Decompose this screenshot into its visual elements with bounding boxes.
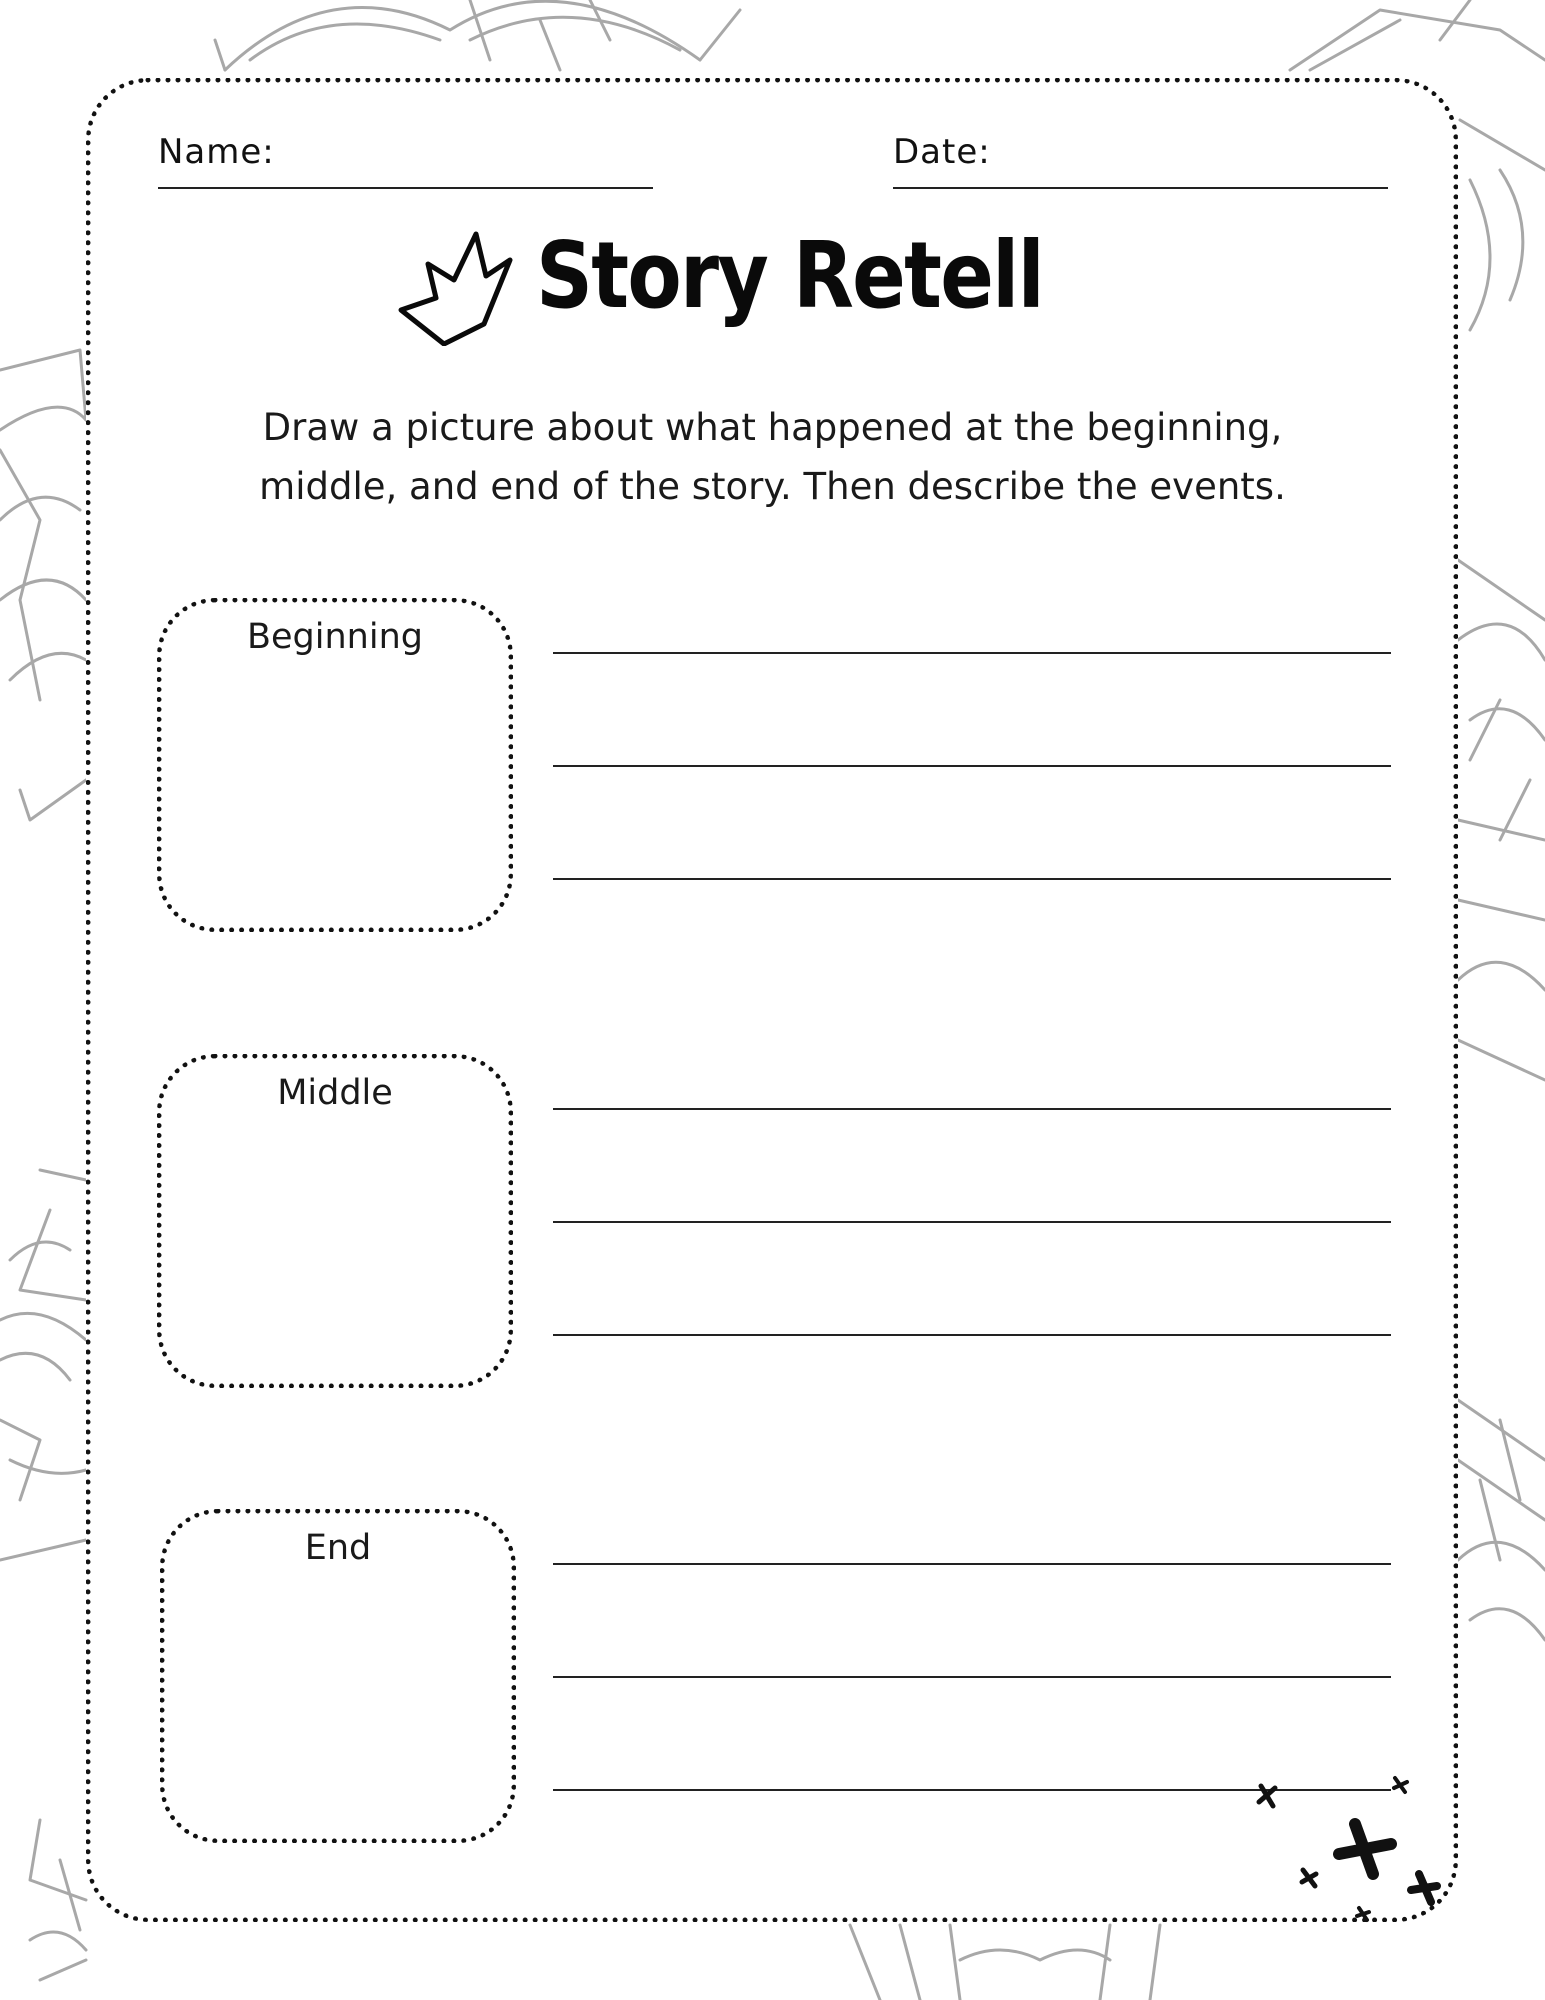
- open-book-icon: [0, 350, 86, 820]
- instruction-line: Draw a picture about what happened at the beginning,: [262, 406, 1283, 449]
- writing-line[interactable]: [553, 1563, 1391, 1565]
- drawing-box-end[interactable]: [160, 1509, 516, 1843]
- writing-line[interactable]: [553, 1334, 1391, 1336]
- crown-icon: [396, 228, 516, 346]
- open-book-icon: [0, 1170, 86, 1560]
- writing-line[interactable]: [553, 878, 1391, 880]
- open-book-icon: [850, 1925, 1160, 2000]
- name-line[interactable]: [158, 187, 653, 189]
- date-line[interactable]: [893, 187, 1388, 189]
- instruction-line: middle, and end of the story. Then describe the events.: [259, 465, 1286, 508]
- open-book-icon: [30, 1820, 86, 1980]
- instructions: [160, 398, 1385, 516]
- section-label-middle: Middle: [277, 1073, 393, 1113]
- date-label: Date:: [893, 132, 991, 172]
- section-label-beginning: Beginning: [247, 617, 423, 657]
- writing-line[interactable]: [553, 1221, 1391, 1223]
- section-label-end: End: [304, 1528, 372, 1568]
- page-title: Story Retell: [536, 222, 1043, 329]
- writing-line[interactable]: [553, 765, 1391, 767]
- writing-line[interactable]: [553, 1676, 1391, 1678]
- name-label: Name:: [158, 132, 275, 172]
- open-book-icon: [1458, 560, 1545, 1080]
- drawing-box-middle[interactable]: [157, 1054, 513, 1388]
- drawing-box-beginning[interactable]: [157, 598, 513, 932]
- writing-line[interactable]: [553, 652, 1391, 654]
- open-book-icon: [1458, 1400, 1545, 1640]
- sparkle-icon: [1255, 1764, 1465, 1930]
- writing-line[interactable]: [553, 1108, 1391, 1110]
- open-book-icon: [215, 0, 740, 70]
